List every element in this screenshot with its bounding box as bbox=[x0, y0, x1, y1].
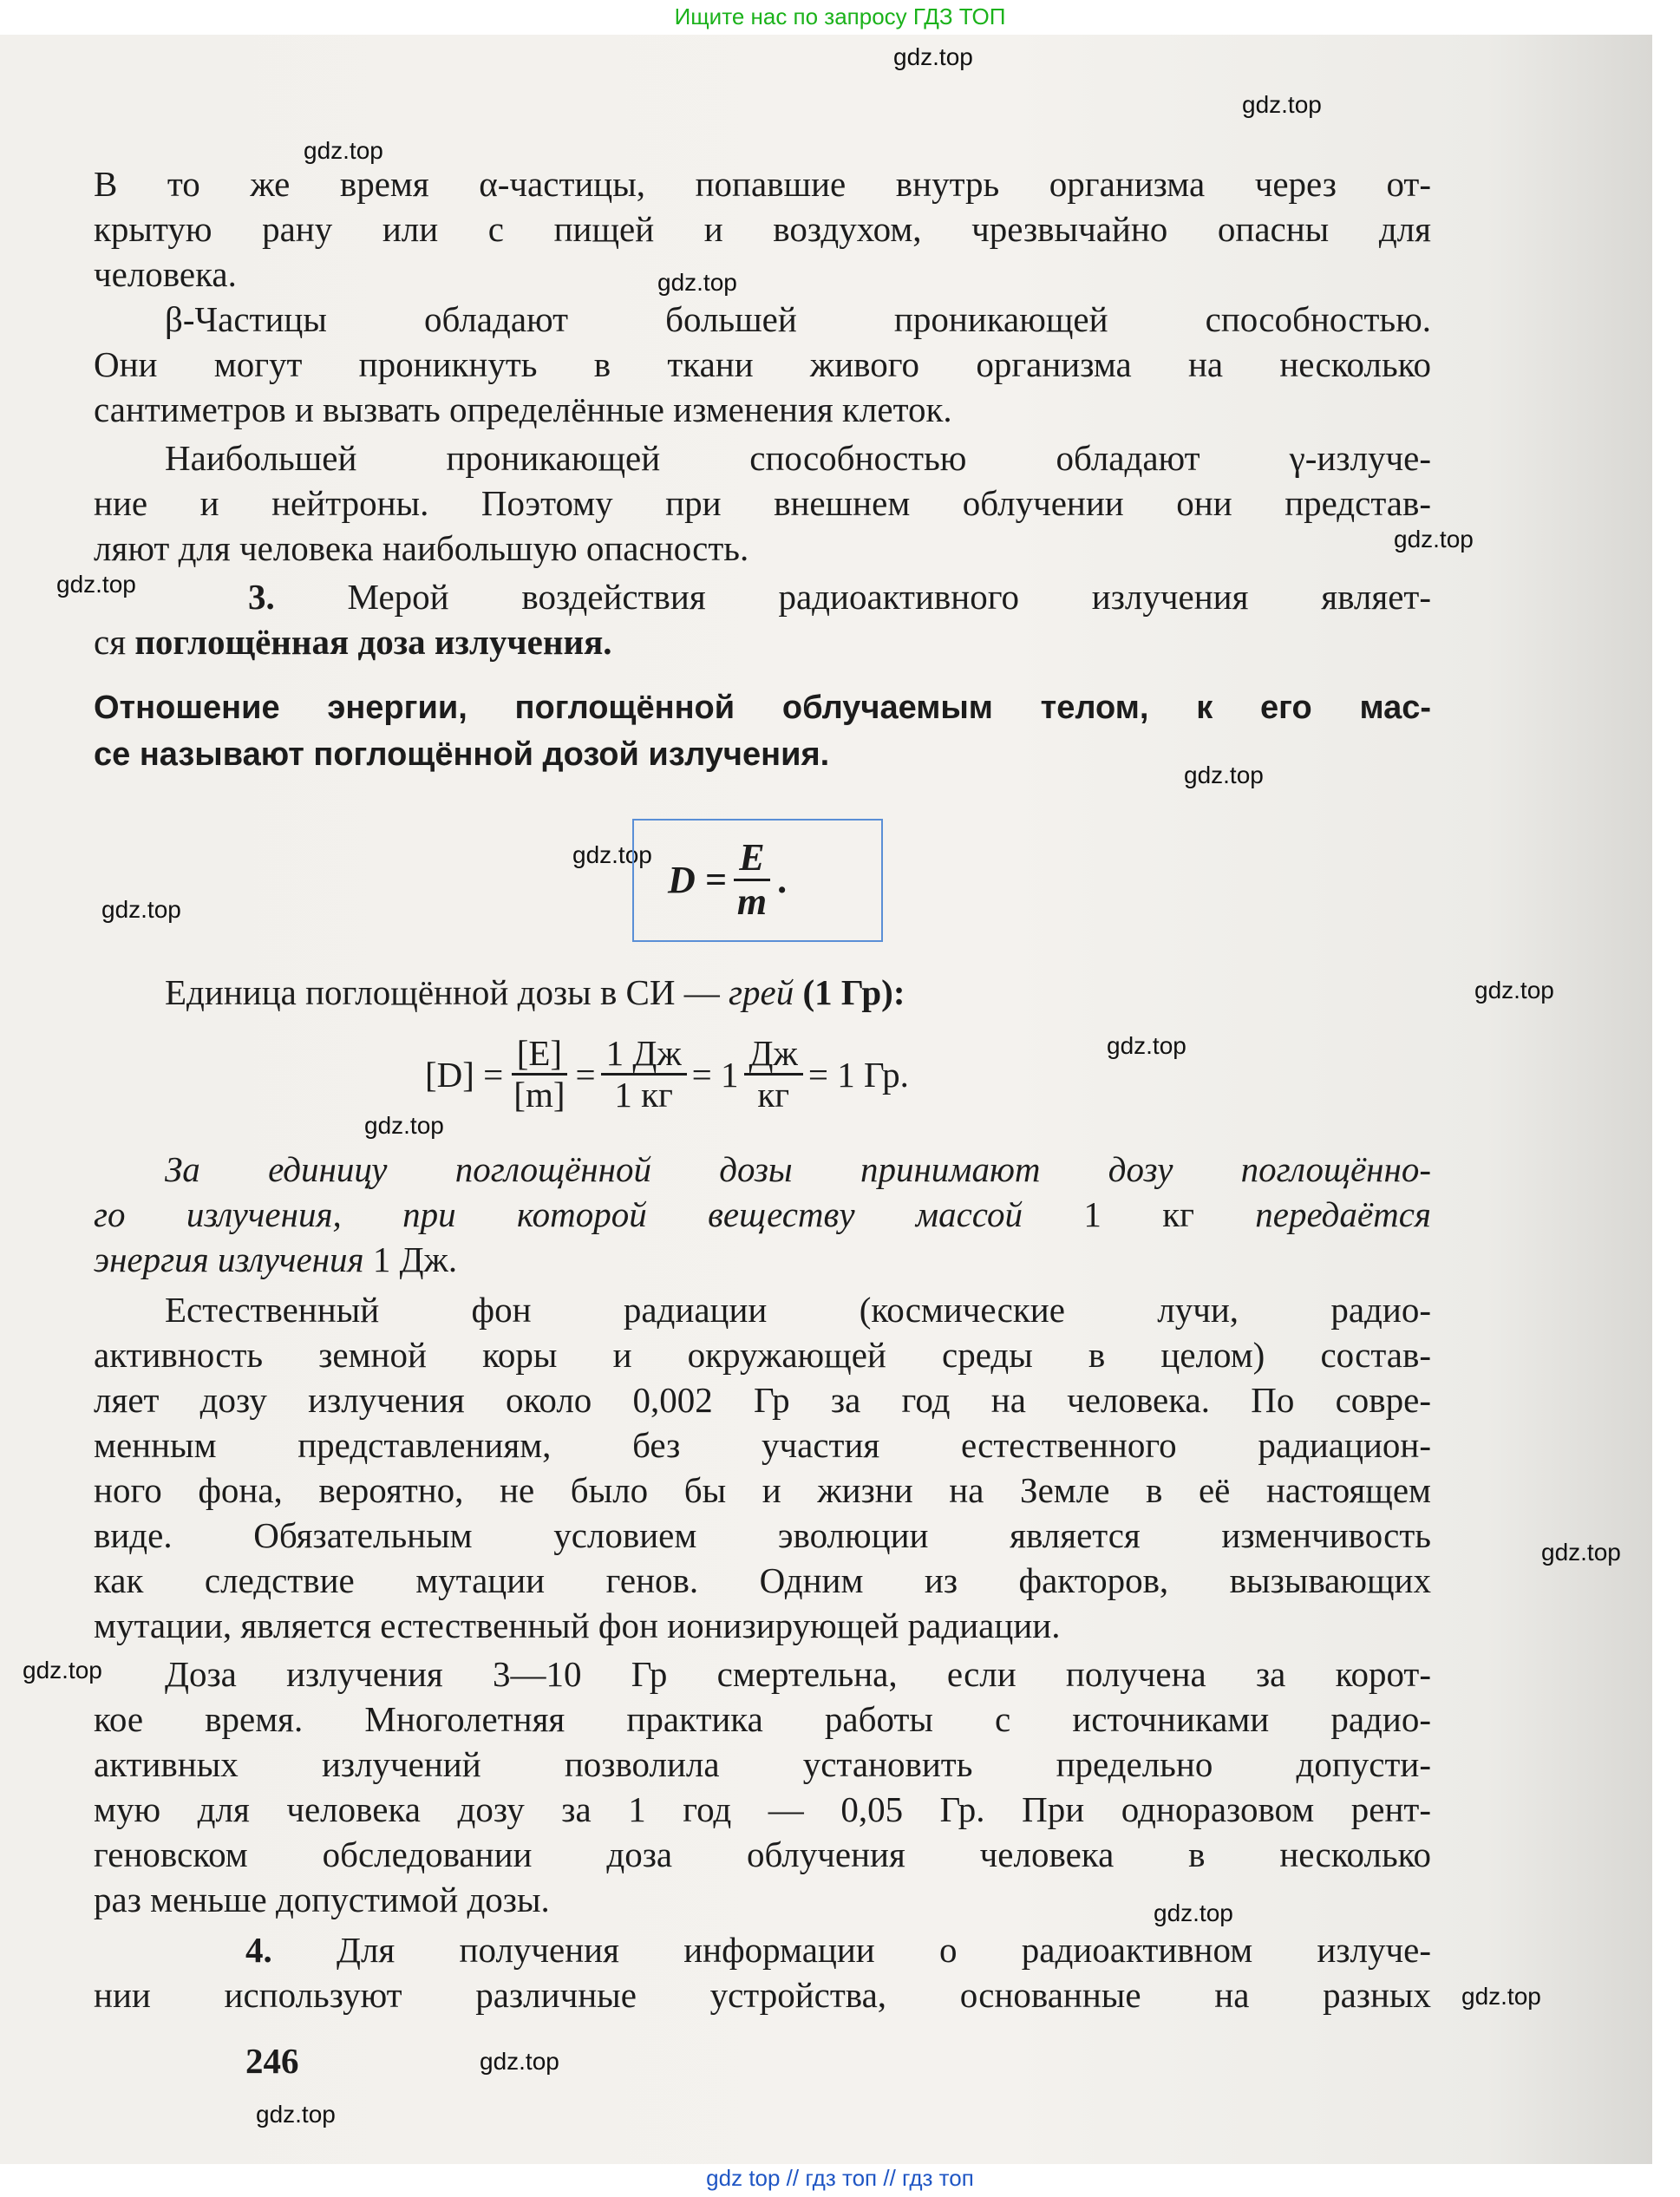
text-line: сантиметров и вызвать определённые изменения клеток. bbox=[94, 389, 952, 429]
watermark: gdz.top bbox=[1107, 1032, 1186, 1059]
watermark: gdz.top bbox=[1394, 526, 1474, 553]
numerator: 1 Дж bbox=[601, 1034, 687, 1076]
watermark: gdz.top bbox=[1242, 91, 1322, 118]
watermark: gdz.top bbox=[1184, 762, 1264, 788]
unit-definition-line bbox=[94, 1240, 1431, 1279]
unit-name: грей bbox=[729, 972, 794, 1012]
denominator: кг bbox=[757, 1075, 790, 1115]
formula-lhs: D = bbox=[668, 859, 727, 902]
text-line: Естественный фон радиации (космические лучи, радио- bbox=[165, 1290, 1431, 1330]
text-line: мутации, является естественный фон ионизирующей радиации. bbox=[94, 1605, 1061, 1645]
watermark: gdz.top bbox=[23, 1657, 102, 1684]
unit-line bbox=[165, 973, 1431, 1012]
denominator: 1 кг bbox=[614, 1075, 673, 1115]
text-span: Для получения информации о радиоактивном излуче- bbox=[271, 1930, 1431, 1970]
text-span: ся bbox=[94, 622, 135, 662]
watermark: gdz.top bbox=[657, 269, 737, 296]
equals: = 1 bbox=[691, 1054, 739, 1095]
watermark: gdz.top bbox=[1541, 1539, 1621, 1566]
unit-definition-line bbox=[94, 1195, 1431, 1234]
text-span: Единица поглощённой дозы в СИ — bbox=[165, 972, 729, 1012]
definition-line: Отношение энергии, поглощённой облучаемым телом, к его мас- bbox=[94, 690, 1431, 726]
text-line: крытую рану или с пищей и воздухом, чрезвычайно опасны для bbox=[94, 209, 1431, 249]
text-line: β-Частицы обладают большей проникающей способностью. bbox=[165, 299, 1431, 339]
text-span: 1 кг bbox=[1083, 1194, 1194, 1234]
text-span: 1 Дж. bbox=[372, 1239, 458, 1279]
text-line: ние и нейтроны. Поэтому при внешнем облучении они представ- bbox=[94, 483, 1431, 523]
text-line: менным представлениям, без участия естественного радиацион- bbox=[94, 1425, 1431, 1465]
text-line: человека. bbox=[94, 254, 237, 294]
fraction bbox=[601, 1034, 687, 1115]
text-line: ляет дозу излучения около 0,002 Гр за год на человека. По совре- bbox=[94, 1380, 1431, 1420]
watermark: gdz.top bbox=[572, 841, 652, 868]
watermark: gdz.top bbox=[364, 1112, 444, 1139]
watermark: gdz.top bbox=[893, 43, 973, 70]
text-span: го излучения, при которой веществу массой bbox=[94, 1194, 1084, 1234]
numerator: [E] bbox=[512, 1034, 567, 1076]
text-line: как следствие мутации генов. Одним из факторов, вызывающих bbox=[94, 1560, 1431, 1600]
text-line: Наибольшей проникающей способностью обладают γ-излуче- bbox=[165, 438, 1431, 478]
text-span: Мерой воздействия радиоактивного излучения являет- bbox=[274, 577, 1431, 617]
section-3-line bbox=[248, 578, 1431, 617]
watermark: gdz.top bbox=[56, 571, 136, 598]
text-line: кое время. Многолетняя практика работы с источниками радио- bbox=[94, 1699, 1431, 1739]
dose-formula bbox=[668, 837, 787, 924]
watermark: gdz.top bbox=[480, 2048, 559, 2075]
text-line: В то же время α-частицы, попавшие внутрь организма через от- bbox=[94, 164, 1431, 204]
formula-lhs: [D] = bbox=[425, 1054, 504, 1095]
watermark: gdz.top bbox=[101, 896, 181, 923]
denominator: m bbox=[736, 880, 768, 924]
text-span: энергия излучения bbox=[94, 1239, 373, 1279]
text-line: нии используют различные устройства, основанные на разных bbox=[94, 1975, 1431, 2015]
text-line: Они могут проникнуть в ткани живого организма на несколько bbox=[94, 344, 1431, 384]
text-line: мую для человека дозу за 1 год — 0,05 Гр. При одноразовом рент- bbox=[94, 1789, 1431, 1829]
term: поглощённая доза излучения. bbox=[134, 622, 612, 662]
text-line: раз меньше допустимой дозы. bbox=[94, 1880, 550, 1919]
equals: = bbox=[575, 1054, 596, 1095]
footer-links[interactable]: gdz top // гдз топ // гдз топ bbox=[706, 2165, 974, 2191]
fraction bbox=[732, 837, 772, 924]
unit-formula bbox=[425, 1034, 909, 1115]
formula-rhs: = 1 Гр. bbox=[807, 1054, 909, 1095]
unit-definition-line: За единицу поглощённой дозы принимают дозу поглощённо- bbox=[165, 1149, 1431, 1189]
section-number: 3. bbox=[248, 577, 275, 617]
watermark: gdz.top bbox=[1474, 977, 1554, 1004]
definition-line: се называют поглощённой дозой излучения. bbox=[94, 736, 830, 773]
page-number: 246 bbox=[245, 2041, 299, 2081]
section-number: 4. bbox=[245, 1930, 272, 1970]
search-banner[interactable]: Ищите нас по запросу ГДЗ ТОП bbox=[674, 3, 1006, 29]
watermark: gdz.top bbox=[304, 137, 383, 164]
section-3-line bbox=[94, 623, 1431, 662]
text-span: передаётся bbox=[1193, 1194, 1431, 1234]
formula-end: . bbox=[777, 859, 788, 902]
watermark: gdz.top bbox=[256, 2101, 336, 2128]
fraction bbox=[744, 1034, 803, 1115]
text-line: активность земной коры и окружающей среды в целом) состав- bbox=[94, 1335, 1431, 1375]
unit-symbol: (1 Гр): bbox=[794, 972, 905, 1012]
denominator: [m] bbox=[513, 1075, 565, 1115]
text-line: Доза излучения 3—10 Гр смертельна, если получена за корот- bbox=[165, 1654, 1431, 1694]
section-4-line bbox=[245, 1931, 1431, 1970]
text-line: ного фона, вероятно, не было бы и жизни на Земле в её настоящем bbox=[94, 1470, 1431, 1510]
numerator: E bbox=[734, 837, 769, 881]
watermark: gdz.top bbox=[1461, 1983, 1541, 2010]
text-line: геновском обследовании доза облучения человека в несколько bbox=[94, 1834, 1431, 1874]
numerator: Дж bbox=[744, 1034, 803, 1076]
text-line: виде. Обязательным условием эволюции является изменчивость bbox=[94, 1515, 1431, 1555]
fraction bbox=[508, 1034, 570, 1115]
text-line: активных излучений позволила установить предельно допусти- bbox=[94, 1744, 1431, 1784]
text-line: ляют для человека наибольшую опасность. bbox=[94, 528, 749, 568]
watermark: gdz.top bbox=[1154, 1899, 1233, 1926]
